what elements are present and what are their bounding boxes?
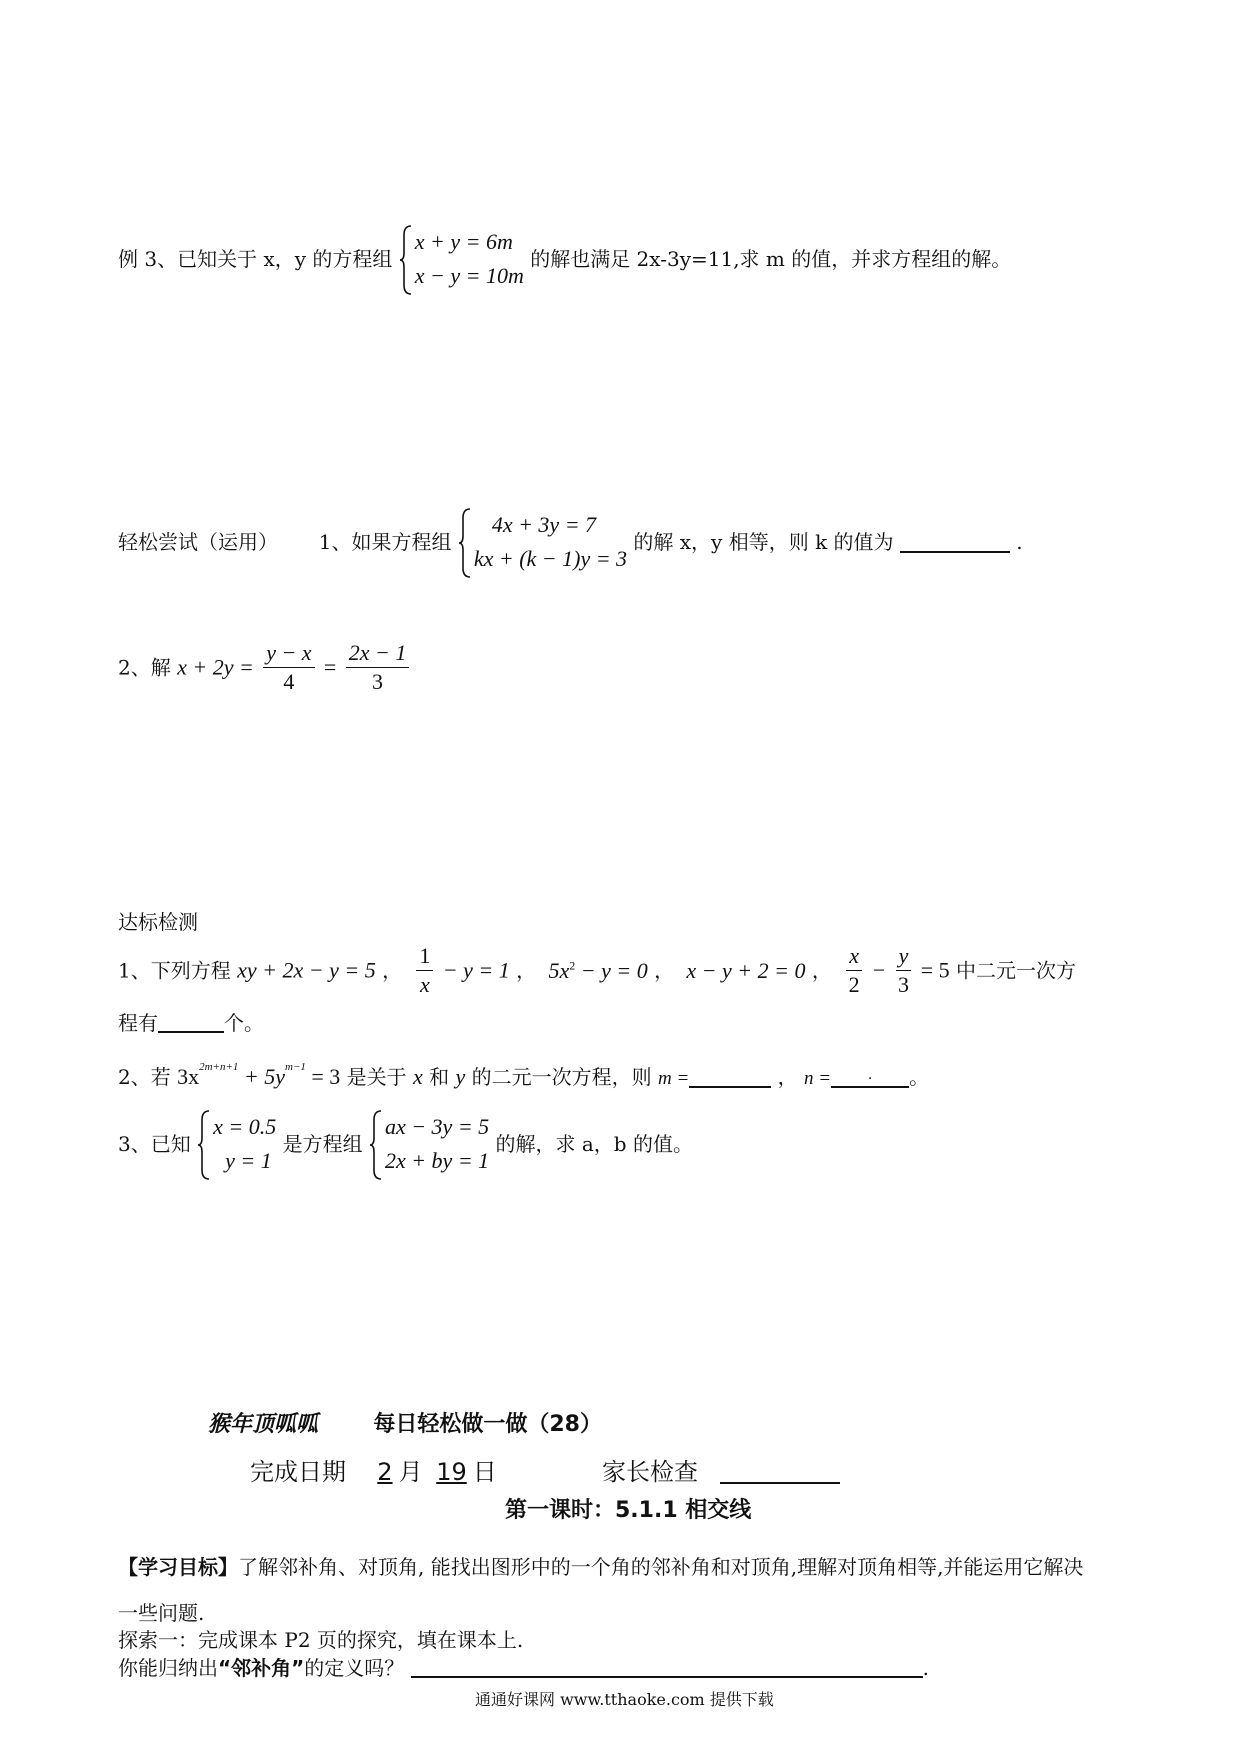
goal-line: [118, 1557, 1083, 1577]
daily-brand: 猴年顶呱呱: [208, 1412, 319, 1437]
equals-sign: =: [323, 654, 337, 680]
brace-icon: [399, 225, 413, 295]
check-q3-prefix: 3、已知: [118, 1132, 191, 1156]
equation-c-rest: − y = 0: [580, 957, 648, 983]
footer-text: 通通好课网 www.tthaoke.com 提供下载: [475, 1690, 774, 1709]
try-q2-line: [118, 642, 412, 693]
fraction: [896, 945, 912, 996]
goal-label: 【学习目标】: [118, 1555, 238, 1579]
try-q1-eq2: kx + (k − 1)y = 3: [473, 546, 628, 571]
definition-answer-blank[interactable]: [411, 1656, 923, 1678]
check-q1-line2-prefix: 程有: [118, 1011, 158, 1035]
check-q3-suffix: 的解，求 a，b 的值。: [495, 1132, 693, 1156]
example3-system: [399, 225, 524, 293]
example3-eq1: x + y = 6m: [414, 229, 513, 254]
brace-icon: [458, 508, 472, 578]
example3-prefix: 例 3、已知关于 x，y 的方程组: [118, 247, 393, 271]
date-month: 2: [377, 1458, 393, 1486]
equation-c-exponent: 2: [569, 958, 576, 973]
check-q3-line: [118, 1110, 693, 1178]
date-label: 完成日期: [250, 1458, 346, 1486]
example3-suffix: 的解也满足 2x-3y=11,求 m 的值，并求方程组的解。: [530, 247, 1012, 271]
check-q2-m: m =: [658, 1068, 690, 1089]
fraction-denominator: 2: [848, 972, 860, 997]
check-q3-sol2: y = 1: [225, 1148, 272, 1173]
goal-line2: 一些问题.: [118, 1601, 205, 1625]
brace-icon: [369, 1110, 383, 1180]
parent-check-label: 家长检查: [602, 1458, 699, 1486]
check-q2-y: y: [455, 1064, 466, 1089]
check-q1-line2: [118, 1013, 264, 1033]
try-q1-system: [458, 508, 627, 576]
check-q1-prefix: 1、下列方程: [118, 958, 231, 983]
question-suffix: 的定义吗？: [304, 1656, 405, 1680]
check-q3-sol1: x = 0.5: [213, 1114, 277, 1139]
check-q2-eq: = 3: [311, 1064, 341, 1089]
try-q1-line: [118, 508, 1023, 576]
question-line: [118, 1656, 929, 1678]
equation-c: [548, 958, 647, 983]
check-q1-suffix: 中二元一次方: [955, 958, 1076, 983]
equation-e-rest: = 5: [920, 957, 950, 983]
check-q2-prefix: 2、若: [118, 1065, 171, 1089]
fraction-denominator: x: [420, 972, 430, 997]
fraction: [346, 642, 410, 693]
check-q2-comma: ，: [777, 1065, 798, 1089]
daily-date-row: [250, 1460, 840, 1484]
check-q2-plus: + 5y: [243, 1064, 286, 1089]
check-q1-line: [118, 945, 1076, 996]
equation-b-rest: − y = 1: [442, 957, 510, 983]
equation-a: xy + 2x − y = 5: [237, 957, 376, 983]
try-q1-suffix: 的解 x，y 相等，则 k 的值为: [633, 530, 894, 554]
check-q3-solution: [197, 1110, 276, 1178]
separator: ，: [654, 958, 675, 983]
answer-blank-n[interactable]: [831, 1068, 909, 1088]
minus-sign: −: [871, 957, 887, 983]
separator: ，: [811, 958, 832, 983]
answer-blank-m[interactable]: [689, 1068, 771, 1088]
question-prefix: 你能归纳出: [118, 1656, 218, 1680]
check-q2-and: 和: [429, 1065, 450, 1089]
question-term: “邻补角”: [218, 1656, 305, 1680]
check-q2-mid1: 是关于: [346, 1065, 407, 1089]
date-day-unit: 日: [472, 1458, 497, 1486]
check-q2-n: n =: [804, 1068, 832, 1089]
check-q3-mid: 是方程组: [282, 1132, 363, 1156]
fraction-numerator: x: [846, 945, 862, 971]
fraction-numerator: y: [896, 945, 912, 971]
lesson-title: 第一课时：5.1.1 相交线: [505, 1498, 752, 1523]
try-q1-end: .: [1016, 530, 1023, 554]
try-q1-eq1: 4x + 3y = 7: [491, 512, 597, 537]
daily-title: 每日轻松做一做（28）: [373, 1412, 602, 1437]
blank-dot: .: [867, 1067, 873, 1083]
check-q1-line2-suffix: 个。: [224, 1011, 264, 1035]
check-q2-term1: 3x: [177, 1064, 200, 1089]
date-day: 19: [436, 1458, 467, 1486]
question-end: .: [922, 1656, 930, 1680]
check-q2-line: [118, 1060, 930, 1089]
check-q2-end: 。: [909, 1065, 930, 1089]
example3-line: [118, 225, 1011, 293]
equation-d: x − y + 2 = 0: [686, 957, 806, 983]
check-q2-exp1: 2m+n+1: [199, 1060, 239, 1073]
goal-text: 了解邻补角、对顶角, 能找出图形中的一个角的邻补角和对顶角,理解对顶角相等,并能运用它解决: [238, 1555, 1084, 1579]
date-month-unit: 月: [398, 1458, 423, 1486]
answer-blank[interactable]: [158, 1013, 224, 1033]
separator: ，: [516, 958, 537, 983]
check-title: 达标检测: [118, 910, 198, 934]
fraction: [263, 642, 314, 693]
fraction-denominator: 4: [283, 669, 295, 694]
fraction-numerator: 1: [416, 945, 433, 971]
check-q3-eq2: 2x + by = 1: [384, 1148, 490, 1173]
parent-signature-blank[interactable]: [720, 1460, 840, 1484]
try-q2-prefix: 2、解: [118, 655, 171, 680]
fraction-denominator: 3: [372, 669, 384, 694]
try-q2-lhs: x + 2y =: [177, 654, 254, 680]
try-label: 轻松尝试（运用）: [118, 530, 278, 554]
check-q2-mid2: 的二元一次方程，则: [471, 1065, 652, 1089]
fraction: [846, 945, 862, 996]
explore1: 探索一：完成课本 P2 页的探究，填在课本上.: [118, 1628, 524, 1652]
fraction-numerator: 2x − 1: [346, 642, 410, 668]
answer-blank[interactable]: [900, 531, 1010, 553]
separator: ，: [382, 958, 403, 983]
brace-icon: [197, 1110, 211, 1180]
fraction: [416, 945, 433, 996]
example3-eq2: x − y = 10m: [414, 263, 524, 288]
fraction-denominator: 3: [897, 972, 909, 997]
equation-c-base: 5x: [548, 957, 570, 983]
check-q2-x: x: [413, 1064, 423, 1089]
daily-header: [208, 1414, 602, 1436]
fraction-numerator: y − x: [263, 642, 314, 668]
try-q1-prefix: 1、如果方程组: [318, 530, 452, 554]
check-q3-eq1: ax − 3y = 5: [384, 1114, 490, 1139]
check-q2-exp2: m−1: [285, 1060, 306, 1073]
check-q2-equation: [177, 1060, 341, 1089]
check-q3-system: [369, 1110, 489, 1178]
